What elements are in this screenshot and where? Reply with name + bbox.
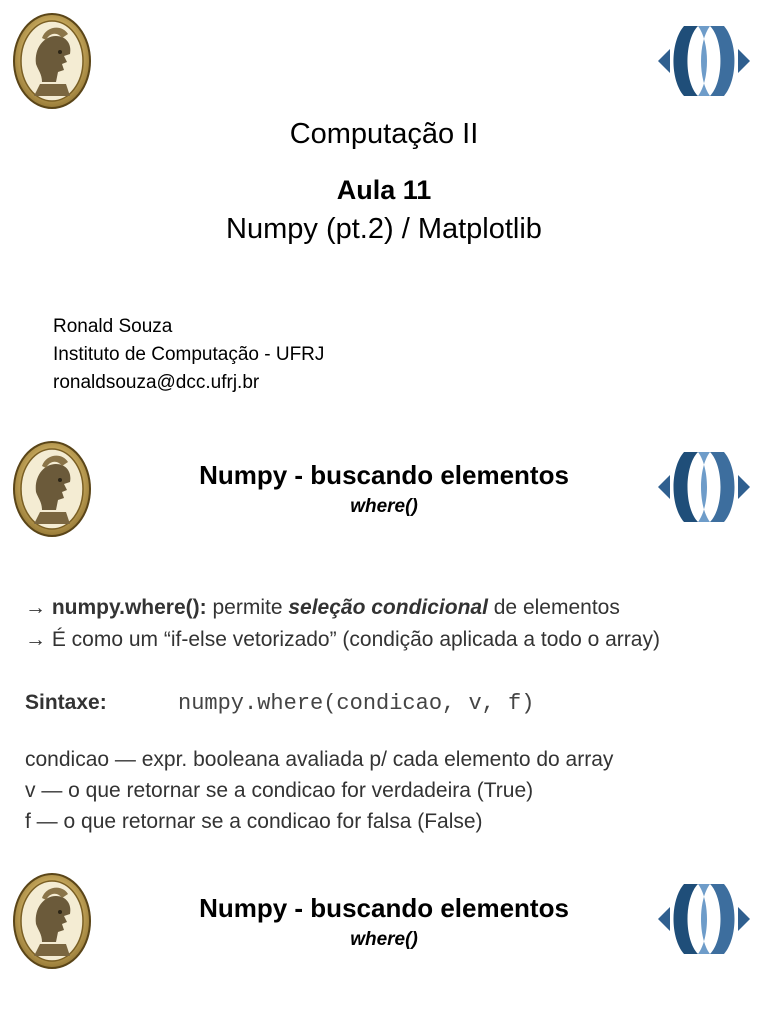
slide-title: Numpy - buscando elementos	[199, 893, 569, 923]
emphasis-text: seleção condicional	[288, 596, 488, 619]
dcc-logo-icon	[654, 20, 754, 102]
slide-title: Numpy - buscando elementos	[199, 460, 569, 490]
param-f: f — o que retornar se a condicao for falsa (False)	[25, 810, 483, 833]
syntax-label: Sintaxe:	[25, 691, 107, 714]
slide-where-example	[0, 864, 768, 1024]
slide-subtitle: where()	[350, 496, 418, 517]
param-condicao: condicao — expr. booleana avaliada p/ cada elemento do array	[25, 748, 614, 771]
author-name: Ronald Souza	[53, 316, 173, 337]
author-block	[53, 313, 324, 397]
param-v: v — o que retornar se a condicao for verdadeira (True)	[25, 779, 534, 802]
ufrj-seal-icon	[12, 12, 92, 110]
syntax-code: numpy.where(condicao, v, f)	[178, 691, 535, 716]
slide-title	[0, 0, 768, 420]
text-segment: permite	[206, 596, 289, 619]
arrow-icon: →	[25, 596, 46, 619]
author-email: ronaldsouza@dcc.ufrj.br	[53, 372, 260, 393]
bullet-where-definition	[25, 596, 620, 620]
course-title: Computação II	[289, 118, 479, 150]
slide-subtitle: where()	[350, 929, 418, 950]
function-name: numpy.where():	[51, 596, 207, 619]
lesson-number: Aula 11	[336, 175, 432, 205]
author-institute: Instituto de Computação - UFRJ	[53, 344, 325, 365]
lesson-topic: Numpy (pt.2) / Matplotlib	[226, 213, 542, 245]
text-segment: de elementos	[487, 596, 620, 619]
slide-where-syntax	[0, 432, 768, 852]
bullet-vectorized-ifelse: → É como um “if-else vetorizado” (condição aplicada a todo o array)	[25, 628, 660, 651]
